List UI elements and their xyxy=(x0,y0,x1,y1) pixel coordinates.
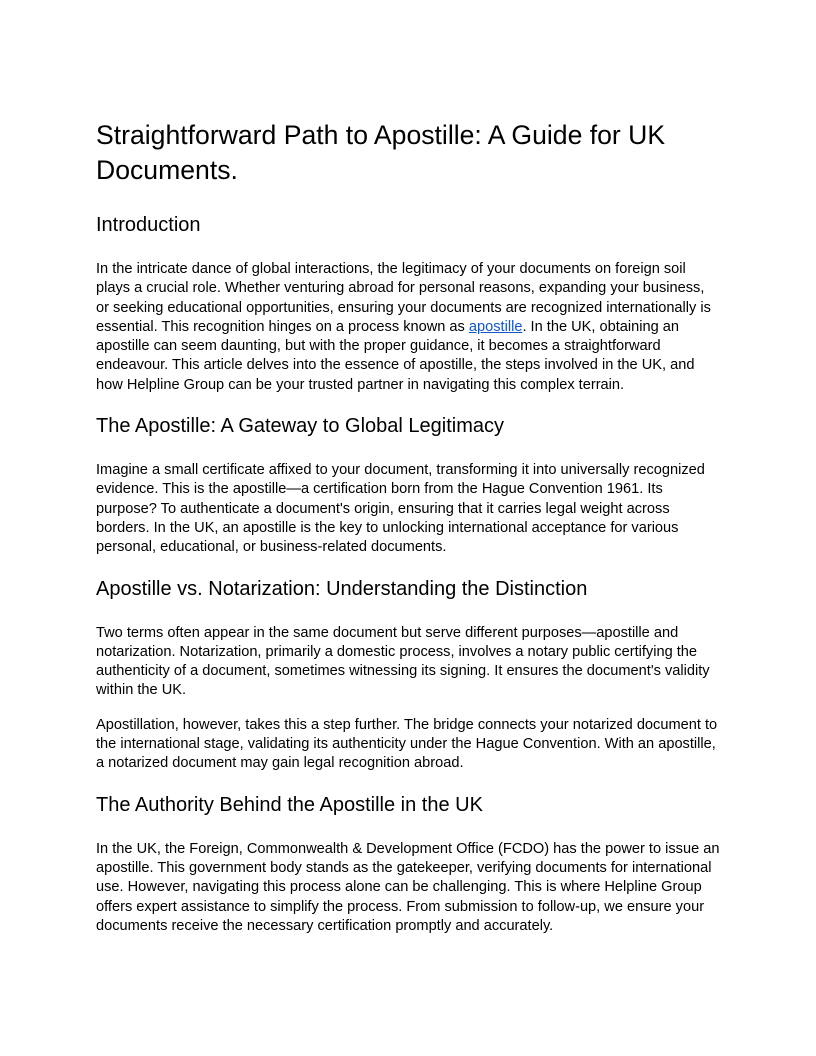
section-heading-apostille-gateway: The Apostille: A Gateway to Global Legitimacy xyxy=(96,415,504,438)
apostille-link[interactable]: apostille xyxy=(468,318,523,335)
section-introduction xyxy=(96,212,720,395)
introduction-paragraph xyxy=(96,260,720,395)
apostille-gateway-paragraph: Imagine a small certificate affixed to your document, transforming it into universally recognized evidence. This is the apostille—a certification born from the Hague Convention 1961. Its purpose? To authenticate a document's origin, ensuring that it carries legal weight across borders. In the UK, an apostille is the key to unlocking international acceptance for various personal, educational, or business-related documents. xyxy=(96,462,705,556)
document-title: Straightforward Path to Apostille: A Guide for UK Documents. xyxy=(96,120,666,185)
section-apostille-gateway xyxy=(96,413,720,557)
introduction-text-before-link: In the intricate dance of global interactions, the legitimacy of your documents on foreign soil plays a crucial role. Whether venturing abroad for personal reasons, expanding your business, or seeking educational opportunities, ensuring your documents are recognized internationally is essential. This recognition hinges on a process known as xyxy=(96,261,711,335)
introduction-text-after-link: . In the UK, obtaining an apostille can seem daunting, but with the proper guidance, it becomes a straightforward endeavour. This article delves into the essence of apostille, the steps involved in the UK, and how Helpline Group can be your trusted partner in navigating this complex terrain. xyxy=(96,318,695,393)
section-heading-introduction: Introduction xyxy=(96,214,201,236)
section-apostille-vs-notarization xyxy=(96,576,720,774)
notarization-paragraph: Two terms often appear in the same document but serve different purposes—apostille and notarization. Notarization, primarily a domestic process, involves a notary public certifying the authenticity of a document, sometimes witnessing its signing. It ensures the document's validity within the UK. xyxy=(96,624,710,699)
section-heading-authority-uk: The Authority Behind the Apostille in the UK xyxy=(96,793,483,816)
authority-uk-paragraph: In the UK, the Foreign, Commonwealth & Development Office (FCDO) has the power to issue an apostille. This government body stands as the gatekeeper, verifying documents for international use. However, navigating this process alone can be challenging. This is where Helpline Group offers expert assistance to simplify the process. From submission to follow-up, we ensure your documents receive the necessary certification promptly and accurately. xyxy=(96,840,720,934)
section-authority-uk xyxy=(96,792,720,936)
apostillation-paragraph: Apostillation, however, takes this a step further. The bridge connects your notarized document to the international stage, validating its authenticity under the Hague Convention. With an apostille, a notarized document may gain legal recognition abroad. xyxy=(96,716,718,772)
section-heading-apostille-vs-notarization: Apostille vs. Notarization: Understanding the Distinction xyxy=(96,577,588,600)
document-page xyxy=(96,118,720,951)
